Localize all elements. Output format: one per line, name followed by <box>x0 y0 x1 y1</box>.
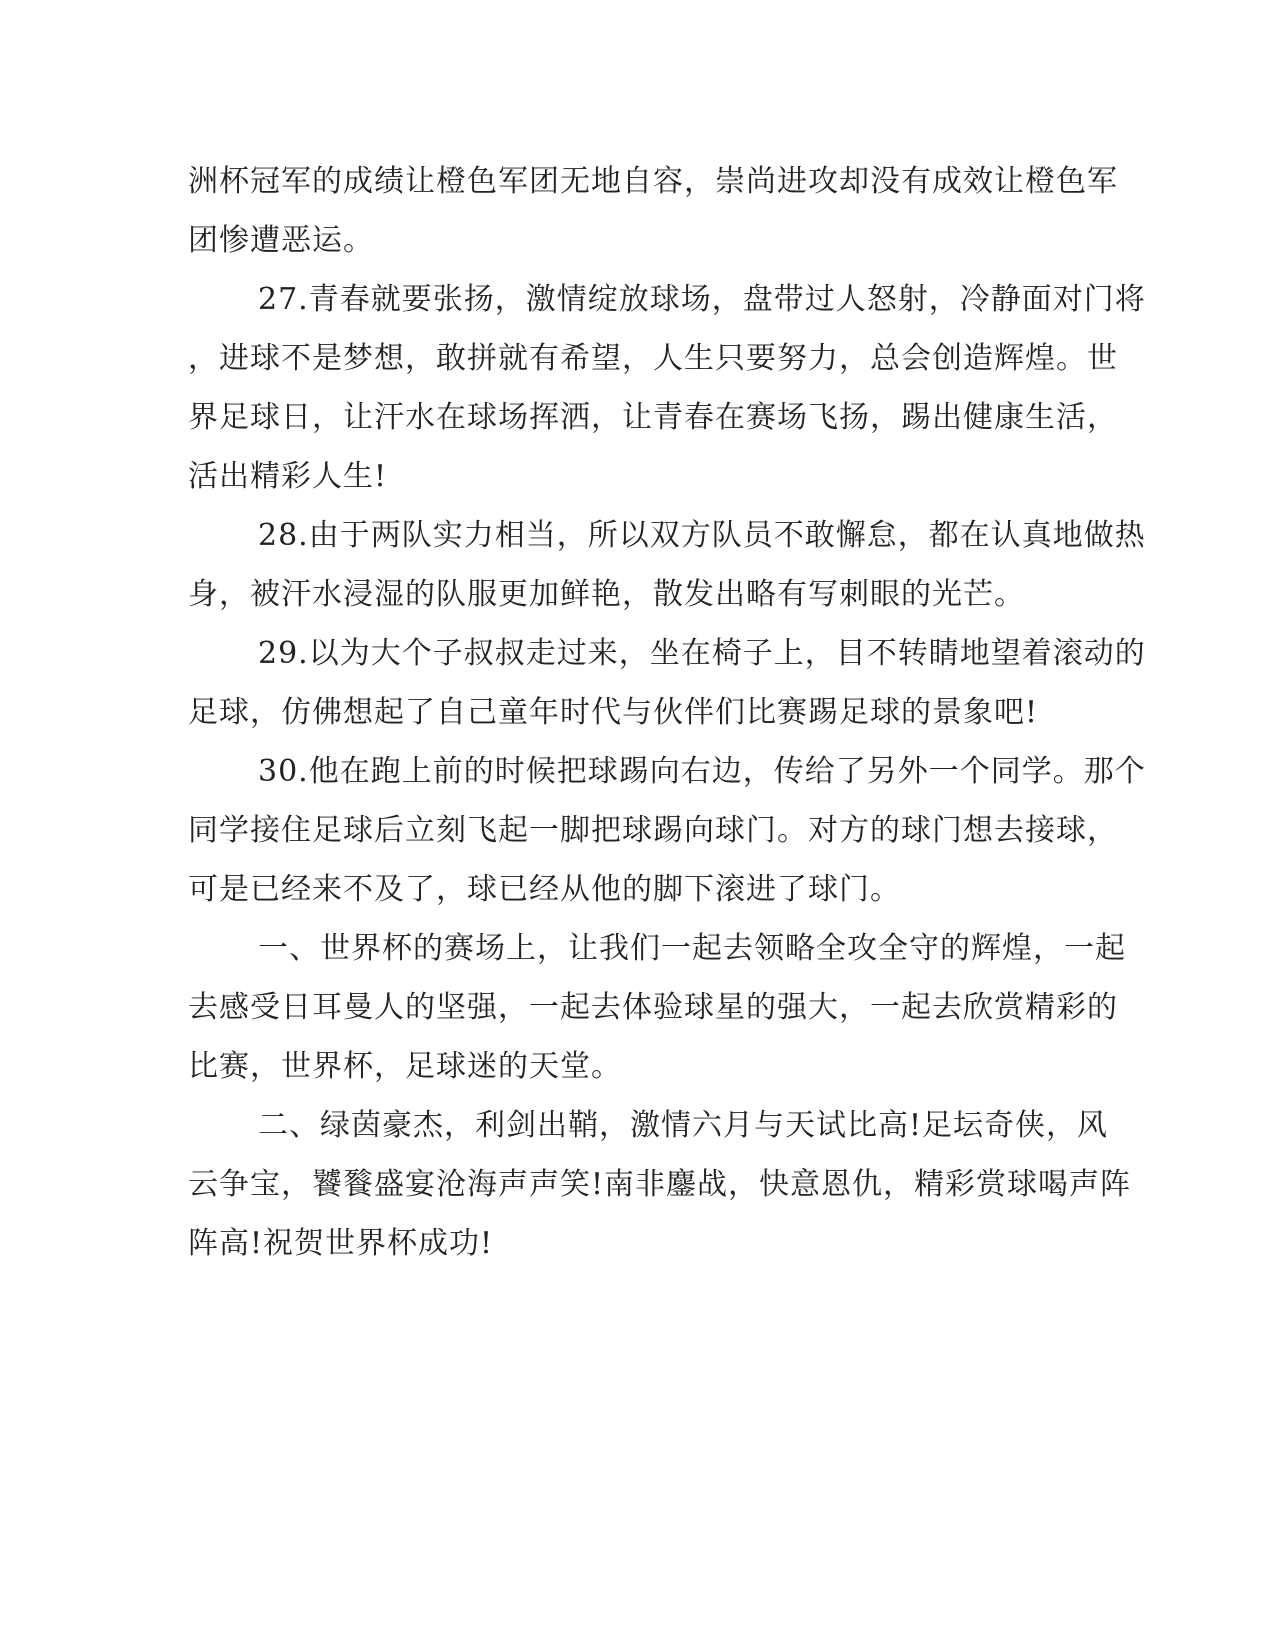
paragraph-2-line-2: ，进球不是梦想，敢拼就有希望，人生只要努力，总会创造辉煌。世 <box>188 341 1118 376</box>
paragraph-5-line-1: 30.他在跑上前的时候把球踢向右边，传给了另外一个同学。那个 <box>258 754 1146 789</box>
paragraph-7-line-1: 二、绿茵豪杰，利剑出鞘，激情六月与天试比高!足坛奇侠，风 <box>258 1108 1109 1143</box>
paragraph-1-line-1: 洲杯冠军的成绩让橙色军团无地自容，崇尚进攻却没有成效让橙色军 <box>188 164 1118 199</box>
paragraph-5-line-3: 可是已经来不及了，球已经从他的脚下滚进了球门。 <box>188 872 901 907</box>
paragraph-4-line-2: 足球，仿佛想起了自己童年时代与伙伴们比赛踢足球的景象吧! <box>188 695 1039 730</box>
paragraph-2-line-1: 27.青春就要张扬，激情绽放球场，盘带过人怒射，冷静面对门将 <box>258 282 1146 317</box>
paragraph-3-line-2: 身，被汗水浸湿的队服更加鲜艳，散发出略有写刺眼的光芒。 <box>188 577 1025 612</box>
paragraph-1-line-2: 团惨遭恶运。 <box>188 223 374 258</box>
paragraph-7-line-3: 阵高!祝贺世界杯成功! <box>188 1226 494 1261</box>
paragraph-2-line-3: 界足球日，让汗水在球场挥洒，让青春在赛场飞扬，踢出健康生活， <box>188 400 1118 435</box>
paragraph-6-line-2: 去感受日耳曼人的坚强，一起去体验球星的强大，一起去欣赏精彩的 <box>188 990 1118 1025</box>
paragraph-5-line-2: 同学接住足球后立刻飞起一脚把球踢向球门。对方的球门想去接球， <box>188 813 1118 848</box>
paragraph-7-line-2: 云争宝，饕餮盛宴沧海声声笑!南非鏖战，快意恩仇，精彩赏球喝声阵 <box>188 1167 1132 1202</box>
paragraph-6-line-1: 一、世界杯的赛场上，让我们一起去领略全攻全守的辉煌，一起 <box>258 931 1126 966</box>
paragraph-6-line-3: 比赛，世界杯，足球迷的天堂。 <box>188 1049 622 1084</box>
paragraph-2-line-4: 活出精彩人生! <box>188 459 388 494</box>
paragraph-4-line-1: 29.以为大个子叔叔走过来，坐在椅子上，目不转睛地望着滚动的 <box>258 636 1146 671</box>
paragraph-3-line-1: 28.由于两队实力相当，所以双方队员不敢懈怠，都在认真地做热 <box>258 518 1146 553</box>
